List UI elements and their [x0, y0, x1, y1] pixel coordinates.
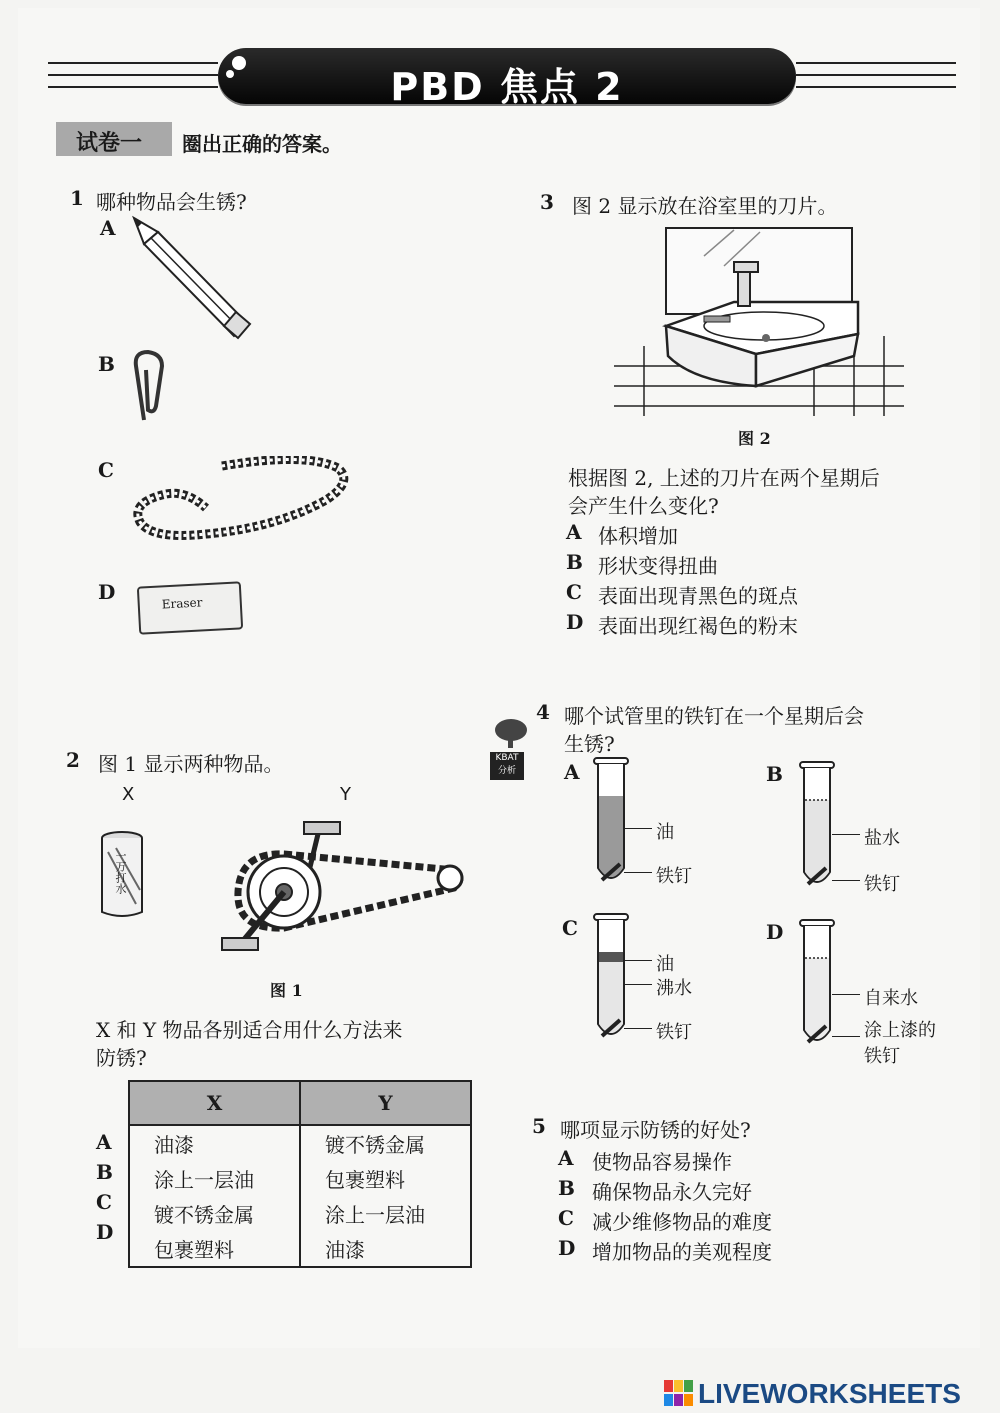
- q3-option-b-text[interactable]: 形状变得扭曲: [598, 554, 718, 578]
- q5-number: 5: [532, 1114, 546, 1138]
- q3-option-c-text[interactable]: 表面出现青黑色的斑点: [598, 584, 798, 608]
- q4-number: 4: [536, 700, 550, 724]
- tube-b-saltwater-label: 盐水: [864, 828, 900, 849]
- cell-c-y: 涂上一层油: [300, 1196, 471, 1231]
- tube-c-nail-label: 铁钉: [656, 1022, 692, 1043]
- tube-d-tapwater-label: 自来水: [864, 988, 918, 1009]
- q1-option-b-letter[interactable]: B: [98, 352, 115, 376]
- cell-d-x: 包裹塑料: [129, 1231, 300, 1267]
- q2-table: [128, 1080, 472, 1268]
- kbat-badge: [490, 752, 524, 780]
- q2-text: 图 1 显示两种物品。: [98, 752, 284, 776]
- q4-text-line1: 哪个试管里的铁钉在一个星期后会: [564, 704, 864, 728]
- q3-question-line2: 会产生什么变化?: [568, 494, 719, 518]
- section-tag-label: 试卷一: [76, 131, 143, 156]
- tube-a-oil-label: 油: [656, 822, 674, 843]
- q3-question-line1: 根据图 2, 上述的刀片在两个星期后: [568, 466, 880, 490]
- tube-a-letter[interactable]: A: [564, 760, 580, 784]
- q2-option-d-letter[interactable]: D: [96, 1220, 114, 1244]
- eraser-icon: [137, 581, 243, 634]
- table-row: [129, 1161, 471, 1196]
- tube-c-letter[interactable]: C: [562, 916, 578, 940]
- table-header-y: Y: [300, 1081, 471, 1125]
- tree-icon: [494, 716, 528, 750]
- q5-option-a-text[interactable]: 使物品容易操作: [592, 1150, 732, 1174]
- cell-a-x: 油漆: [129, 1125, 300, 1161]
- bicycle-chain-icon: [218, 816, 472, 960]
- pencil-icon: [128, 212, 258, 344]
- table-row: [129, 1125, 471, 1161]
- tube-b-nail-label: 铁钉: [864, 874, 900, 895]
- q3-option-b-letter[interactable]: B: [566, 550, 583, 574]
- q2-option-b-letter[interactable]: B: [96, 1160, 113, 1184]
- test-tube-b-icon: [796, 760, 840, 896]
- q2-question-line1: X 和 Y 物品各别适合用什么方法来: [96, 1018, 403, 1042]
- q1-option-a-letter[interactable]: A: [100, 216, 116, 240]
- kbat-sublabel: 分析: [497, 766, 516, 776]
- tube-d-letter[interactable]: D: [766, 920, 784, 944]
- q1-option-d-letter[interactable]: D: [98, 580, 116, 604]
- tube-c-boiledwater-label: 沸水: [656, 978, 692, 999]
- q4-text-line2: 生锈?: [564, 732, 615, 756]
- table-row: [129, 1231, 471, 1267]
- blade-icon: [704, 316, 730, 322]
- q3-option-d-letter[interactable]: D: [566, 610, 584, 634]
- liveworksheets-logo-icon: [664, 1380, 694, 1408]
- q5-option-b-letter[interactable]: B: [558, 1176, 575, 1200]
- q3-option-a-text[interactable]: 体积增加: [598, 524, 678, 548]
- q2-question-line2: 防锈?: [96, 1046, 147, 1070]
- can-text: 一万打水: [114, 850, 127, 894]
- tube-a-nail-label: 铁钉: [656, 866, 692, 887]
- tube-d-painted-label: 涂上漆的: [864, 1020, 936, 1041]
- liveworksheets-brand[interactable]: LIVEWORKSHEETS: [698, 1378, 961, 1409]
- q5-text: 哪项显示防锈的好处?: [560, 1118, 751, 1142]
- test-tube-d-icon: [796, 918, 840, 1054]
- page-title: PBD 焦点 2: [390, 65, 624, 109]
- table-row: [129, 1196, 471, 1231]
- q5-option-d-letter[interactable]: D: [558, 1236, 576, 1260]
- q5-option-b-text[interactable]: 确保物品永久完好: [592, 1180, 752, 1204]
- paperclip-icon: [126, 346, 176, 426]
- cell-d-y: 油漆: [300, 1231, 471, 1267]
- q5-option-c-text[interactable]: 减少维修物品的难度: [592, 1210, 772, 1234]
- q1-text: 哪种物品会生锈?: [96, 190, 247, 214]
- q3-text: 图 2 显示放在浴室里的刀片。: [572, 194, 838, 218]
- figure-2-caption: 图 2: [738, 429, 771, 448]
- cell-b-x: 涂上一层油: [129, 1161, 300, 1196]
- bathroom-sink-icon: [614, 226, 904, 416]
- q2-option-c-letter[interactable]: C: [96, 1190, 112, 1214]
- q1-option-c-letter[interactable]: C: [98, 458, 114, 482]
- kbat-label: KBAT: [495, 753, 519, 763]
- q2-option-a-letter[interactable]: A: [96, 1130, 112, 1154]
- tube-d-nail-label: 铁钉: [864, 1046, 900, 1067]
- q3-option-a-letter[interactable]: A: [566, 520, 582, 544]
- q5-option-a-letter[interactable]: A: [558, 1146, 574, 1170]
- q5-option-c-letter[interactable]: C: [558, 1206, 574, 1230]
- q2-number: 2: [66, 748, 80, 772]
- q3-number: 3: [540, 190, 554, 214]
- tube-c-oil-label: 油: [656, 954, 674, 975]
- cell-b-y: 包裹塑料: [300, 1161, 471, 1196]
- q5-option-d-text[interactable]: 增加物品的美观程度: [592, 1240, 772, 1264]
- section-tag: [56, 122, 172, 156]
- tube-b-letter[interactable]: B: [766, 762, 783, 786]
- cell-a-y: 镀不锈金属: [300, 1125, 471, 1161]
- figure-1-caption: 图 1: [270, 981, 303, 1000]
- table-header-x: X: [129, 1081, 300, 1125]
- cell-c-x: 镀不锈金属: [129, 1196, 300, 1231]
- q3-option-c-letter[interactable]: C: [566, 580, 582, 604]
- eraser-label: Eraser: [161, 595, 203, 612]
- title-banner: [218, 48, 796, 109]
- rope-icon: [126, 456, 362, 548]
- item-x-label: X: [122, 784, 135, 805]
- q1-number: 1: [70, 186, 84, 210]
- section-instruction: 圈出正确的答案。: [182, 132, 342, 156]
- q3-option-d-text[interactable]: 表面出现红褐色的粉末: [598, 614, 798, 638]
- item-y-label: Y: [340, 784, 351, 805]
